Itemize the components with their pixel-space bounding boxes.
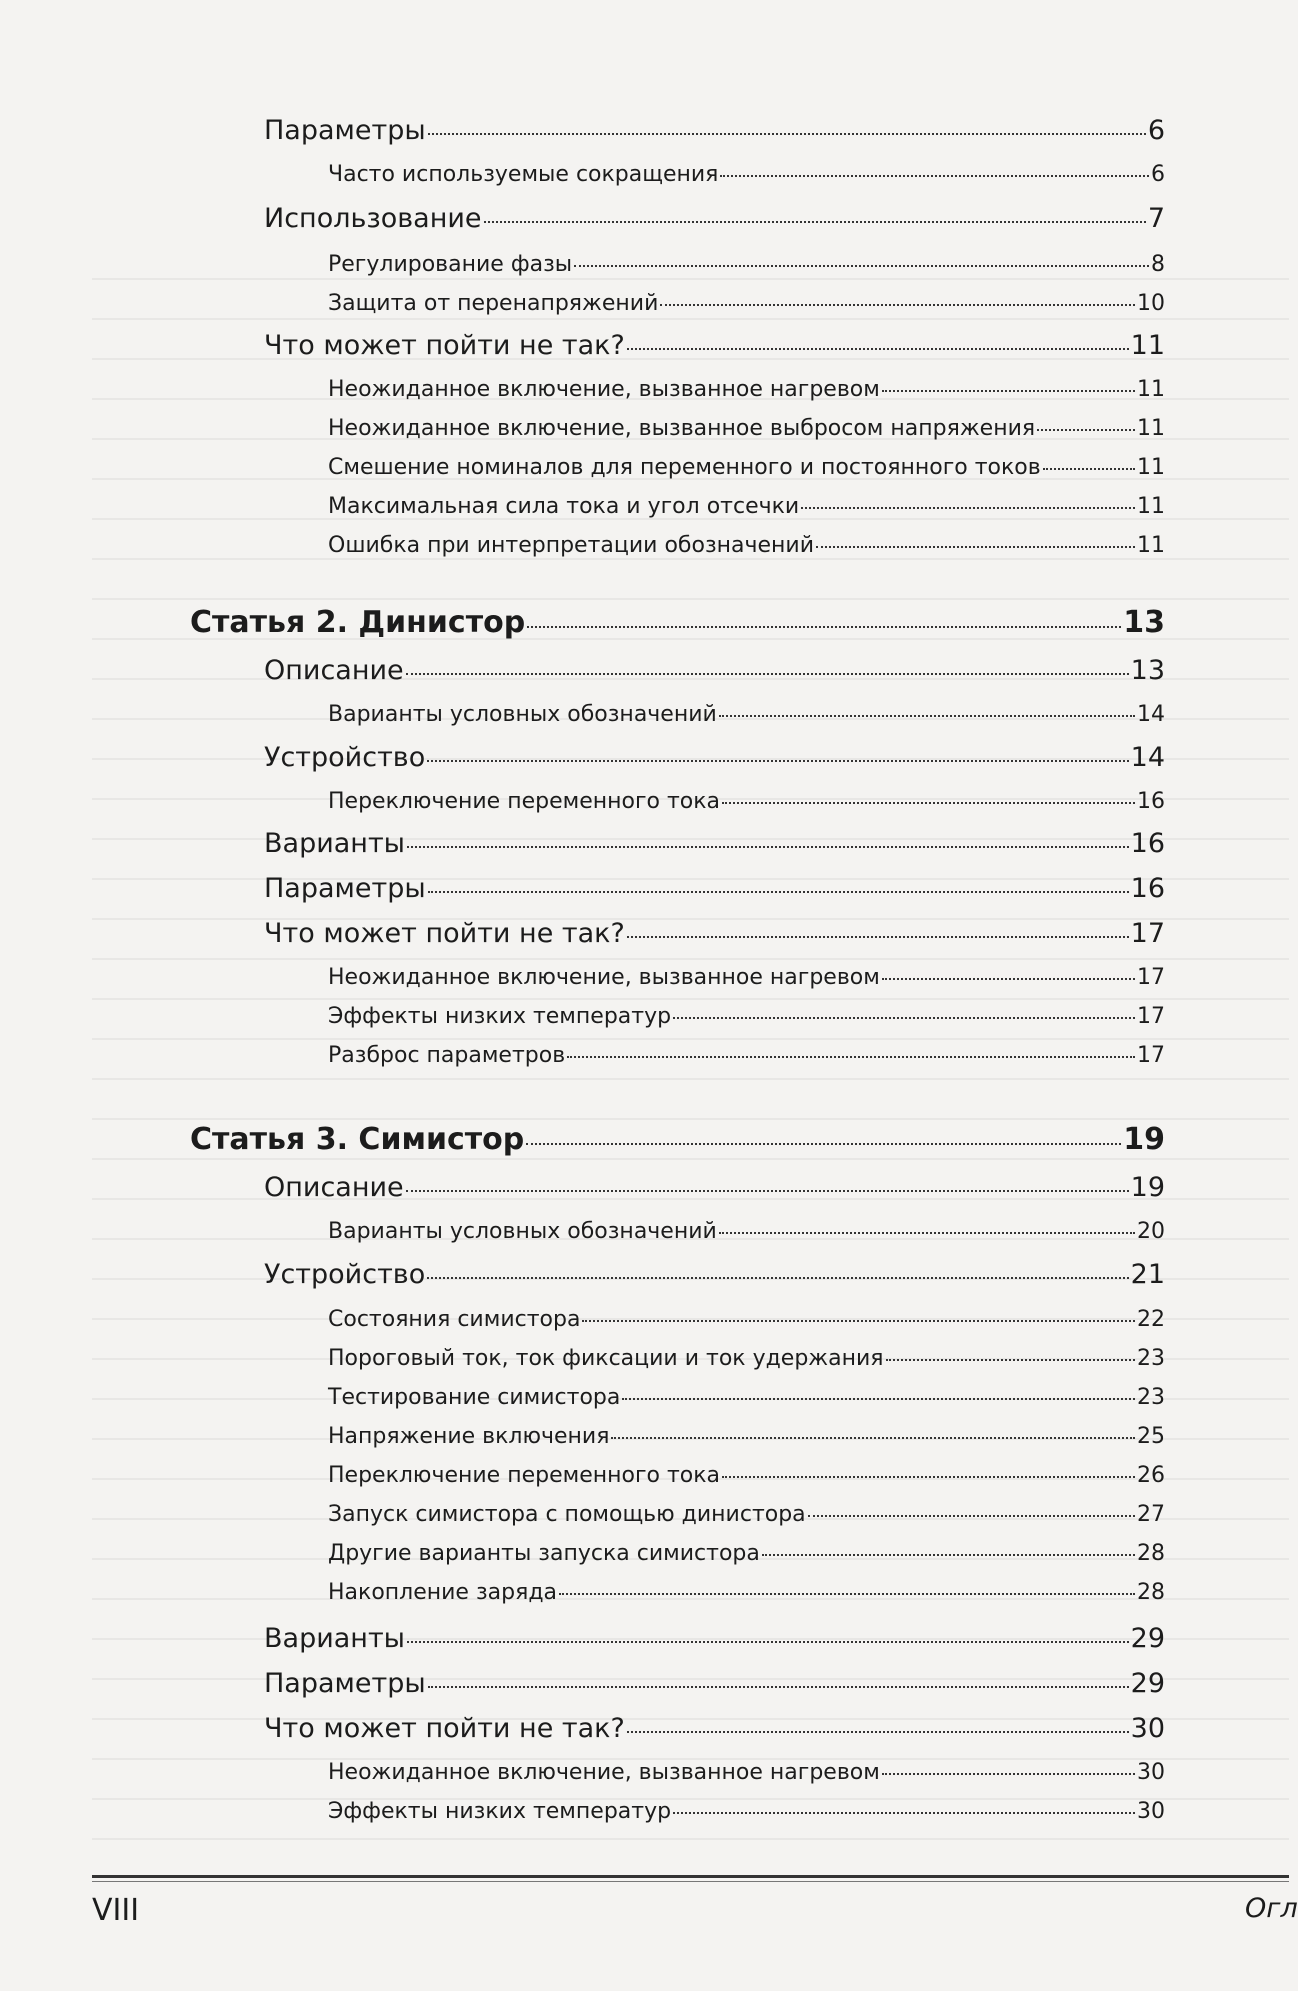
toc-entry-page: 19 — [1130, 1172, 1165, 1203]
toc-entry-label: Запуск симистора с помощью динистора — [328, 1502, 806, 1527]
toc-entry-label: Описание — [264, 1172, 404, 1203]
dot-leader — [406, 673, 1129, 675]
dot-leader — [882, 978, 1135, 980]
footer-rule — [92, 1875, 1289, 1878]
toc-entry — [190, 605, 1165, 640]
dot-leader — [407, 846, 1129, 848]
running-head: Огл — [1245, 1893, 1298, 1924]
dot-leader — [407, 1641, 1129, 1643]
toc-entry-page: 17 — [1137, 965, 1165, 990]
toc-entry-page: 7 — [1147, 203, 1165, 234]
toc-entry — [328, 1799, 1165, 1824]
page-number: VIII — [92, 1893, 140, 1928]
toc-entry — [328, 291, 1165, 316]
toc-entry-page: 25 — [1137, 1424, 1165, 1449]
toc-entry-label: Неожиданное включение, вызванное нагревом — [328, 965, 880, 990]
toc-entry-page: 29 — [1130, 1668, 1165, 1699]
toc-entry-label: Переключение переменного тока — [328, 789, 721, 814]
toc-entry-page: 30 — [1137, 1760, 1165, 1785]
dot-leader — [428, 891, 1129, 893]
dot-leader — [722, 802, 1135, 804]
toc-entry — [328, 416, 1165, 441]
toc-entry-label: Регулирование фазы — [328, 252, 573, 277]
toc-entry-page: 16 — [1137, 789, 1165, 814]
toc-entry-label: Варианты условных обозначений — [328, 1219, 717, 1244]
toc-entry — [328, 702, 1165, 727]
toc-entry-page: 23 — [1137, 1385, 1165, 1410]
toc-entry-label: Параметры — [264, 873, 426, 904]
toc-entry-label: Разброс параметров — [328, 1043, 566, 1068]
toc-entry — [264, 115, 1165, 146]
dot-leader — [722, 1476, 1135, 1478]
dot-leader — [660, 304, 1135, 306]
toc-entry — [264, 742, 1165, 773]
toc-entry — [264, 918, 1165, 949]
toc-entry-label: Смешение номиналов для переменного и постоянного токов — [328, 455, 1041, 480]
toc-entry-label: Другие варианты запуска симистора — [328, 1541, 760, 1566]
toc-entry-page: 21 — [1130, 1259, 1165, 1290]
toc-entry — [328, 1004, 1165, 1029]
toc-entry-page: 11 — [1137, 377, 1165, 402]
toc-entry — [264, 1172, 1165, 1203]
toc-entry-label: Статья 3. Симистор — [190, 1122, 525, 1157]
toc-entry-label: Часто используемые сокращения — [328, 162, 719, 187]
toc-entry — [264, 330, 1165, 361]
toc-entry-label: Что может пойти не так? — [264, 1713, 625, 1744]
dot-leader — [673, 1812, 1135, 1814]
dot-leader — [611, 1437, 1135, 1439]
toc-entry — [328, 1580, 1165, 1605]
dot-leader — [673, 1017, 1135, 1019]
toc-entry — [328, 533, 1165, 558]
dot-leader — [622, 1398, 1135, 1400]
toc-entry-page: 27 — [1137, 1502, 1165, 1527]
toc-entry-page: 16 — [1130, 873, 1165, 904]
toc-entry-label: Максимальная сила тока и угол отсечки — [328, 494, 800, 519]
toc-entry — [264, 873, 1165, 904]
dot-leader — [484, 221, 1146, 223]
toc-entry-label: Параметры — [264, 115, 426, 146]
toc-entry-page: 29 — [1130, 1623, 1165, 1654]
toc-entry-page: 17 — [1137, 1004, 1165, 1029]
toc-entry — [264, 655, 1165, 686]
toc-entry-page: 17 — [1137, 1043, 1165, 1068]
toc-entry-label: Неожиданное включение, вызванное нагревом — [328, 1760, 880, 1785]
dot-leader — [882, 1773, 1135, 1775]
toc-entry-page: 26 — [1137, 1463, 1165, 1488]
toc-entry — [264, 1668, 1165, 1699]
toc-entry — [328, 1346, 1165, 1371]
toc-entry-label: Варианты — [264, 1623, 405, 1654]
toc-entry — [328, 162, 1165, 187]
toc-entry-label: Использование — [264, 203, 482, 234]
toc-entry-label: Устройство — [264, 742, 426, 773]
toc-entry — [328, 455, 1165, 480]
toc-entry — [328, 1424, 1165, 1449]
dot-leader — [1043, 468, 1135, 470]
dot-leader — [627, 1731, 1129, 1733]
toc-entry — [264, 203, 1165, 234]
dot-leader — [882, 390, 1135, 392]
toc-entry-page: 14 — [1137, 702, 1165, 727]
dot-leader — [428, 1686, 1129, 1688]
toc-entry-label: Пороговый ток, ток фиксации и ток удержания — [328, 1346, 884, 1371]
dot-leader — [762, 1554, 1135, 1556]
toc-entry-page: 16 — [1130, 828, 1165, 859]
dot-leader — [526, 1143, 1121, 1145]
toc-entry-label: Варианты — [264, 828, 405, 859]
dot-leader — [567, 1056, 1135, 1058]
toc-entry-page: 6 — [1147, 115, 1165, 146]
toc-entry-label: Что может пойти не так? — [264, 918, 625, 949]
toc-entry-page: 23 — [1137, 1346, 1165, 1371]
toc-entry — [264, 828, 1165, 859]
toc-entry-label: Что может пойти не так? — [264, 330, 625, 361]
dot-leader — [801, 507, 1135, 509]
dot-leader — [559, 1593, 1135, 1595]
toc-entry-page: 11 — [1137, 494, 1165, 519]
toc-entry — [328, 252, 1165, 277]
toc-entry-label: Состояния симистора — [328, 1307, 581, 1332]
toc-entry-label: Переключение переменного тока — [328, 1463, 721, 1488]
toc-entry-label: Эффекты низких температур — [328, 1799, 672, 1824]
toc-entry-page: 11 — [1137, 455, 1165, 480]
toc-entry — [328, 1760, 1165, 1785]
toc-entry — [264, 1623, 1165, 1654]
toc-entry — [328, 377, 1165, 402]
toc-entry-page: 13 — [1130, 655, 1165, 686]
toc-entry-page: 11 — [1130, 330, 1165, 361]
toc-entry-page: 13 — [1123, 605, 1165, 640]
toc-entry — [328, 1502, 1165, 1527]
toc-entry-page: 8 — [1151, 252, 1165, 277]
toc-entry-label: Неожиданное включение, вызванное нагревом — [328, 377, 880, 402]
toc-entry-page: 11 — [1137, 533, 1165, 558]
toc-entry — [328, 1385, 1165, 1410]
dot-leader — [406, 1190, 1129, 1192]
toc-entry-page: 14 — [1130, 742, 1165, 773]
toc-entry-page: 19 — [1123, 1122, 1165, 1157]
dot-leader — [527, 626, 1121, 628]
toc-entry-label: Варианты условных обозначений — [328, 702, 717, 727]
dot-leader — [582, 1320, 1135, 1322]
toc-entry-label: Тестирование симистора — [328, 1385, 621, 1410]
toc-entry — [264, 1713, 1165, 1744]
dot-leader — [1037, 429, 1135, 431]
footer-rule-thin — [92, 1881, 1289, 1882]
dot-leader — [428, 133, 1146, 135]
dot-leader — [427, 760, 1128, 762]
dot-leader — [719, 1232, 1135, 1234]
dot-leader — [808, 1515, 1135, 1517]
toc-entry — [328, 1307, 1165, 1332]
toc-entry-label: Устройство — [264, 1259, 426, 1290]
dot-leader — [427, 1277, 1128, 1279]
toc-entry-page: 6 — [1151, 162, 1165, 187]
toc-entry-label: Параметры — [264, 1668, 426, 1699]
toc-entry-page: 28 — [1137, 1541, 1165, 1566]
dot-leader — [627, 348, 1129, 350]
toc-entry-label: Эффекты низких температур — [328, 1004, 672, 1029]
dot-leader — [720, 175, 1149, 177]
dot-leader — [627, 936, 1129, 938]
toc-entry-page: 10 — [1137, 291, 1165, 316]
toc-entry — [328, 965, 1165, 990]
toc-entry-label: Описание — [264, 655, 404, 686]
toc-entry — [328, 1541, 1165, 1566]
toc-entry-label: Напряжение включения — [328, 1424, 610, 1449]
dot-leader — [816, 546, 1135, 548]
toc-entry-page: 22 — [1137, 1307, 1165, 1332]
toc-entry-page: 30 — [1137, 1799, 1165, 1824]
dot-leader — [719, 715, 1135, 717]
toc-entry-page: 17 — [1130, 918, 1165, 949]
toc-entry-label: Ошибка при интерпретации обозначений — [328, 533, 815, 558]
toc-entry-label: Накопление заряда — [328, 1580, 558, 1605]
toc-entry-label: Неожиданное включение, вызванное выбросом напряжения — [328, 416, 1036, 441]
toc-entry — [190, 1122, 1165, 1157]
toc-entry-page: 20 — [1137, 1219, 1165, 1244]
toc-entry — [264, 1259, 1165, 1290]
toc-entry — [328, 494, 1165, 519]
dot-leader — [574, 265, 1149, 267]
toc-entry — [328, 1219, 1165, 1244]
toc-entry-label: Статья 2. Динистор — [190, 605, 526, 640]
toc-entry-page: 30 — [1130, 1713, 1165, 1744]
toc-entry — [328, 1463, 1165, 1488]
toc-entry-page: 28 — [1137, 1580, 1165, 1605]
dot-leader — [886, 1359, 1135, 1361]
toc-entry — [328, 789, 1165, 814]
toc-entry — [328, 1043, 1165, 1068]
toc-entry-label: Защита от перенапряжений — [328, 291, 659, 316]
toc-entry-page: 11 — [1137, 416, 1165, 441]
